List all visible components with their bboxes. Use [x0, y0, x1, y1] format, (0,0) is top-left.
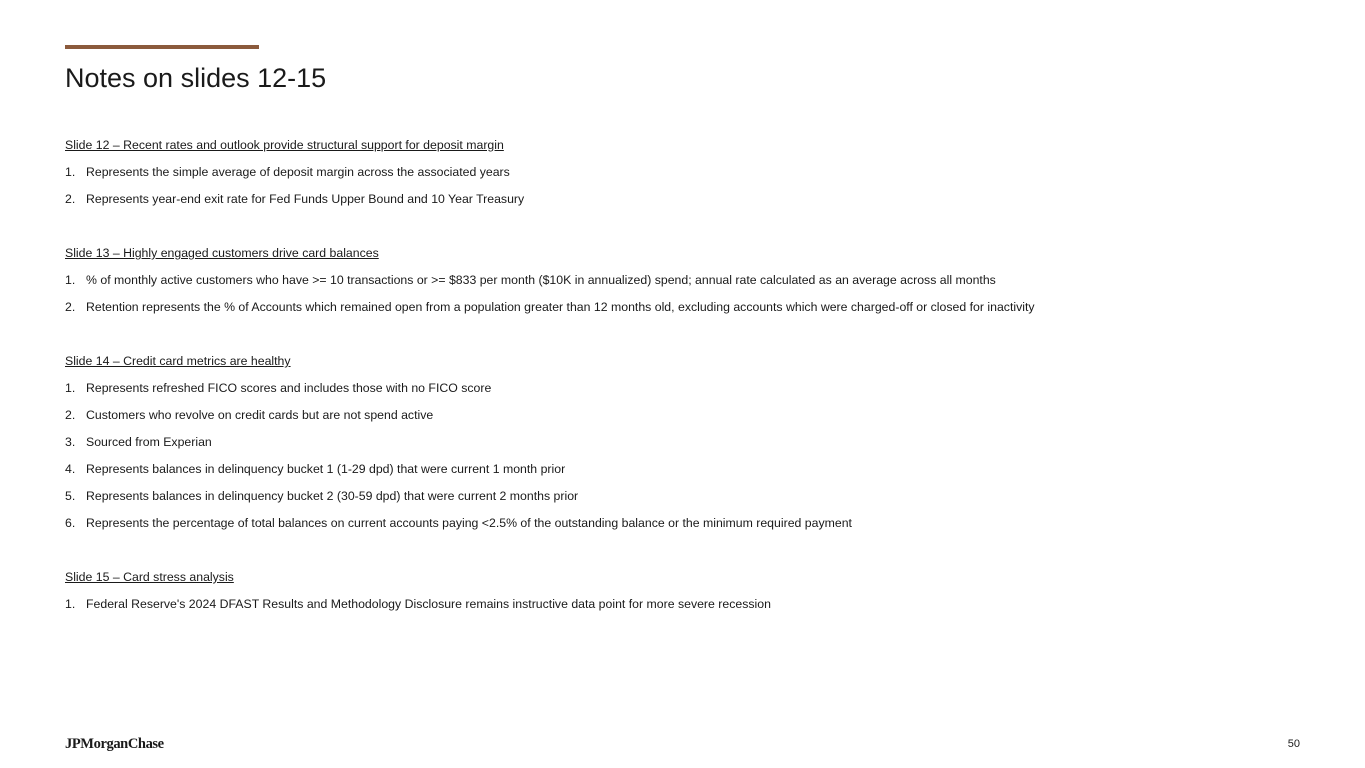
section-heading: Slide 13 – Highly engaged customers drive card balances: [65, 246, 379, 260]
list-item-text: % of monthly active customers who have >= 10 transactions or >= $833 per month ($10K in annualized) spend; annual rate calculated as an average across all months: [86, 273, 996, 287]
list-item-text: Retention represents the % of Accounts which remained open from a population greater than 12 months old, excluding accounts which were charged-off or closed for inactivity: [86, 300, 1035, 314]
list-item: [65, 375, 1305, 402]
list-item: [65, 294, 1305, 321]
list-item: [65, 510, 1305, 537]
list-item: [65, 402, 1305, 429]
section-slide-13: [65, 240, 1305, 321]
page-number: 50: [1287, 738, 1300, 750]
list-item-number: 5.: [65, 489, 76, 503]
list-item-number: 2.: [65, 300, 76, 314]
page-title: Notes on slides 12-15: [65, 63, 327, 93]
title-accent-bar: [65, 45, 259, 49]
list-item-text: Customers who revolve on credit cards but are not spend active: [86, 408, 434, 422]
section-slide-12: [65, 132, 1305, 213]
list-item-text: Represents balances in delinquency bucket 1 (1-29 dpd) that were current 1 month prior: [86, 462, 566, 476]
list-item-text: Represents balances in delinquency bucket 2 (30-59 dpd) that were current 2 months prior: [86, 489, 579, 503]
list-item-text: Represents year-end exit rate for Fed Funds Upper Bound and 10 Year Treasury: [86, 192, 525, 206]
list-item-text: Sourced from Experian: [86, 435, 212, 449]
list-item-number: 4.: [65, 462, 76, 476]
list-item-number: 1.: [65, 597, 76, 611]
list-item-number: 1.: [65, 273, 76, 287]
list-item-number: 1.: [65, 381, 76, 395]
list-item: [65, 267, 1305, 294]
section-slide-15: [65, 564, 1305, 618]
list-item-text: Represents the simple average of deposit margin across the associated years: [86, 165, 510, 179]
section-heading: Slide 12 – Recent rates and outlook provide structural support for deposit margin: [65, 138, 504, 152]
list-item-number: 3.: [65, 435, 76, 449]
list-item-number: 2.: [65, 192, 76, 206]
list-item: [65, 591, 1305, 618]
list-item-text: Federal Reserve's 2024 DFAST Results and Methodology Disclosure remains instructive data point for more severe recession: [86, 597, 771, 611]
list-item-number: 6.: [65, 516, 76, 530]
section-heading: Slide 15 – Card stress analysis: [65, 570, 234, 584]
list-item: [65, 483, 1305, 510]
list-item: [65, 456, 1305, 483]
section-slide-14: [65, 348, 1305, 537]
notes-content: [65, 132, 1305, 645]
company-logo: JPMorganChase: [65, 736, 164, 752]
list-item-text: Represents refreshed FICO scores and includes those with no FICO score: [86, 381, 492, 395]
list-item: [65, 186, 1305, 213]
list-item-number: 1.: [65, 165, 76, 179]
list-item-text: Represents the percentage of total balances on current accounts paying <2.5% of the outstanding balance or the minimum required payment: [86, 516, 852, 530]
list-item-number: 2.: [65, 408, 76, 422]
section-heading: Slide 14 – Credit card metrics are healthy: [65, 354, 291, 368]
list-item: [65, 159, 1305, 186]
list-item: [65, 429, 1305, 456]
